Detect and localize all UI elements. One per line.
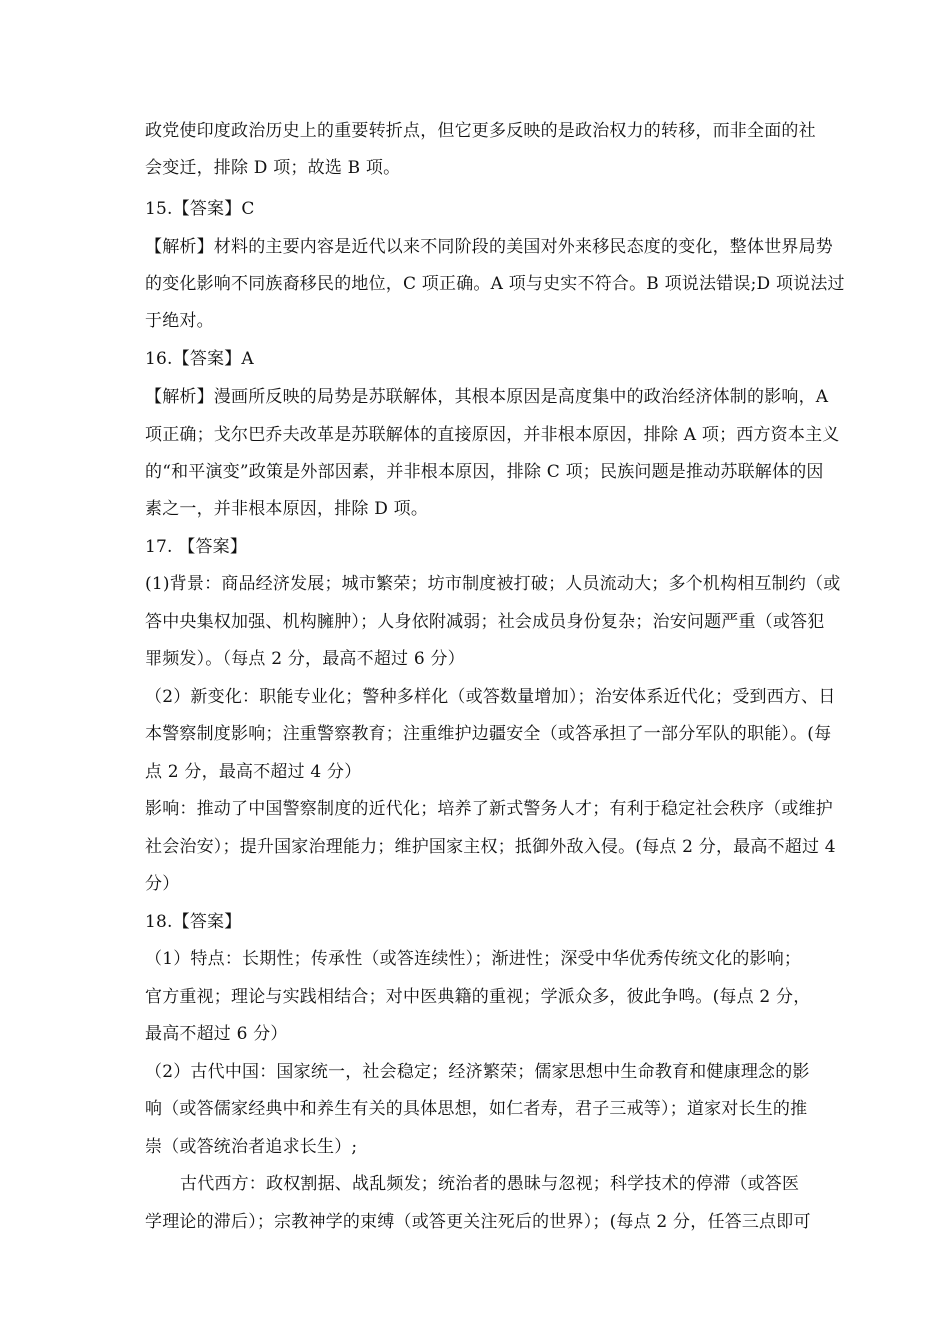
answer-heading-18: 18.【答案】 [145,912,242,932]
text-line: 最高不超过 6 分） [145,1024,288,1044]
text-line: 罪频发）。（每点 2 分，最高不超过 6 分） [145,649,465,669]
text-line: 会变迁，排除 D 项；故选 B 项。 [145,158,401,178]
text-line: 答中央集权加强、机构臃肿）；人身依附减弱；社会成员身份复杂；治安问题严重（或答犯 [145,612,825,632]
text-line: （1）特点：长期性；传承性（或答连续性）；渐进性；深受中华优秀传统文化的影响； [145,949,802,969]
text-line: 社会治安）；提升国家治理能力；维护国家主权；抵御外敌入侵。(每点 2 分，最高不超过 4 [145,837,836,857]
text-line: 于绝对。 [145,311,214,331]
text-line: 项正确；戈尔巴乔夫改革是苏联解体的直接原因，并非根本原因，排除 A 项；西方资本主义 [145,425,840,445]
analysis-15: 【解析】材料的主要内容是近代以来不同阶段的美国对外来移民态度的变化，整体世界局势 [145,237,833,257]
text-line: 学理论的滞后）；宗教神学的束缚（或答更关注死后的世界）；(每点 2 分，任答三点即可 [145,1212,811,1232]
answer-heading-15: 15.【答案】C [145,199,255,219]
text-line: 古代西方：政权割据、战乱频发；统治者的愚昧与忽视；科学技术的停滞（或答医 [180,1174,800,1194]
text-line: 点 2 分，最高不超过 4 分） [145,762,362,782]
text-line: 的变化影响不同族裔移民的地位，C 项正确。A 项与史实不符合。B 项说法错误;D 项说法过 [145,274,845,294]
text-line: 影响：推动了中国警察制度的近代化；培养了新式警务人才；有利于稳定社会秩序（或维护 [145,799,833,819]
text-line: 分） [145,874,180,894]
text-line: 政党使印度政治历史上的重要转折点，但它更多反映的是政治权力的转移，而非全面的社 [145,121,816,141]
text-line: (1)背景：商品经济发展；城市繁荣；坊市制度被打破；人员流动大；多个机构相互制约（或 [145,574,841,594]
text-line: 本警察制度影响；注重警察教育；注重维护边疆安全（或答承担了一部分军队的职能）。(每 [145,724,832,744]
text-line: 素之一，并非根本原因，排除 D 项。 [145,499,429,519]
answer-heading-16: 16.【答案】A [145,349,254,369]
text-line: 的“和平演变”政策是外部因素，并非根本原因，排除 C 项；民族问题是推动苏联解体的因 [145,462,824,482]
text-line: 官方重视；理论与实践相结合；对中医典籍的重视；学派众多，彼此争鸣。(每点 2 分， [145,987,811,1007]
text-line: 响（或答儒家经典中和养生有关的具体思想，如仁者寿，君子三戒等）；道家对长生的推 [145,1099,808,1119]
analysis-16: 【解析】漫画所反映的局势是苏联解体，其根本原因是高度集中的政治经济体制的影响，A [145,387,829,407]
text-line: （2）新变化：职能专业化；警种多样化（或答数量增加）；治安体系近代化；受到西方、日 [145,687,836,707]
text-line: 崇（或答统治者追求长生）; [145,1137,358,1157]
answer-heading-17: 17. 【答案】 [145,537,248,557]
text-line: （2）古代中国：国家统一，社会稳定；经济繁荣；儒家思想中生命教育和健康理念的影 [145,1062,810,1082]
